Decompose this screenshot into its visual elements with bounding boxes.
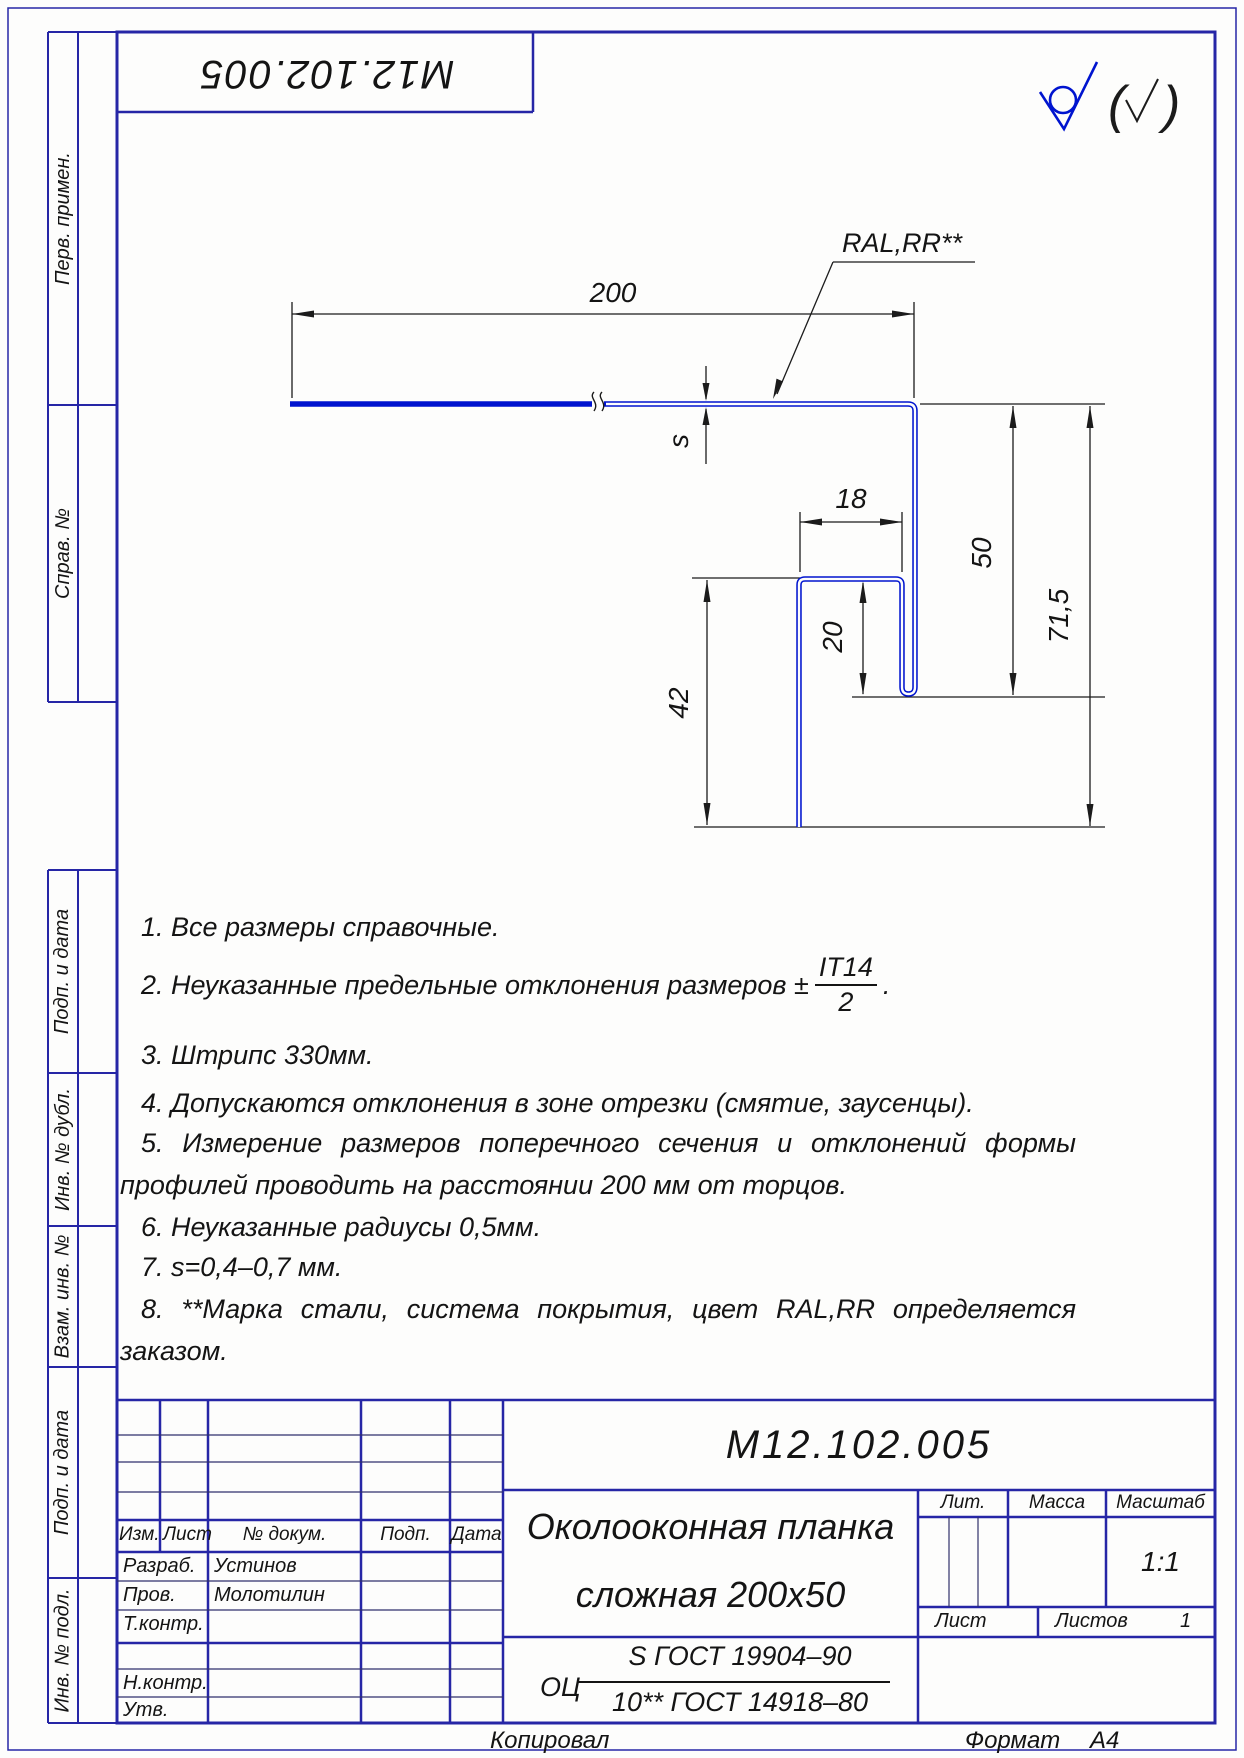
coating-label: RAL,RR** [841,228,963,258]
profile-outline [290,404,915,827]
sidebar-item-vzam-inv: Взам. инв. № [51,1234,74,1359]
tb-col-sign: Подп. [380,1524,431,1545]
tb-col-izm: Изм. [119,1524,160,1545]
tb-sheets-value: 1 [1180,1610,1192,1632]
profile-inner-gap [606,404,915,827]
dim-200: 200 [589,277,637,308]
note-5-line1: 5. Измерение размеров поперечного сечения и отклонений формы [141,1128,1076,1158]
note-2-suffix: . [882,969,891,1000]
tb-material-top: S ГОСТ 19904–90 [628,1641,852,1671]
dim-42: 42 [663,687,694,719]
sidebar-item-podp-data-2: Подп. и дата [51,1409,74,1536]
note-5-line2: профилей проводить на расстоянии 200 мм от торцов. [120,1170,847,1200]
note-8-line2: заказом. [120,1336,228,1366]
top-stamp [120,34,533,112]
footer-format-value: А4 [1090,1727,1120,1754]
tb-sheets-label: Листов [1055,1610,1128,1632]
sidebar-item-sprav-no: Справ. № [51,508,74,599]
tb-part-name-line2: сложная 200х50 [575,1574,846,1615]
sidebar-item-inv-dubl: Инв. № дубл. [51,1088,74,1211]
tb-scale-value: 1:1 [1141,1546,1180,1577]
note-8-line1: 8. **Марка стали, система покрытия, цвет RAL,RR определяется [141,1294,1076,1324]
tb-row-tcontrol: Т.контр. [123,1613,204,1635]
top-stamp-designation: М12.102.005 [198,51,455,96]
fraction-numerator: IT14 [815,952,877,986]
note-4: 4. Допускаются отклонения в зоне отрезки (смятие, заусенцы). [141,1088,974,1118]
footer-copied: Копировал [490,1727,610,1754]
tb-material-bottom: 10** ГОСТ 14918–80 [611,1687,869,1717]
sidebar-item-podp-data-1: Подп. и дата [51,908,74,1035]
note-2-fraction [815,952,877,1018]
tb-lit-label: Лит. [940,1492,986,1513]
note-2-text: 2. Неуказанные предельные отклонения размеров ± [141,969,809,1000]
paren-open: ( [1108,76,1126,134]
tb-sheet-label: Лист [935,1610,987,1632]
dim-20: 20 [817,621,848,653]
note-2 [141,952,890,1018]
dim-71-5: 71,5 [1043,588,1074,644]
tb-name-developed: Устинов [214,1555,297,1577]
tb-row-developed: Разраб. [123,1555,196,1577]
fraction-denominator: 2 [838,987,854,1017]
paren-close: ) [1163,76,1181,134]
tb-scale-label: Масштаб [1116,1492,1205,1513]
sidebar-item-inv-podl: Инв. № подл. [51,1588,74,1713]
note-3: 3. Штрипс 330мм. [141,1040,374,1070]
tb-material-prefix: ОЦ [540,1672,581,1702]
dim-18: 18 [835,483,867,514]
dim-s: s [663,434,694,448]
footer-format-label: Формат [965,1727,1061,1754]
tb-mass-label: Масса [1028,1492,1086,1513]
sidebar-item-perv-primen: Перв. примен. [51,152,74,285]
tb-designation: М12.102.005 [725,1422,993,1467]
note-6: 6. Неуказанные радиусы 0,5мм. [141,1212,542,1242]
tb-part-name-line1: Околооконная планка [526,1506,895,1547]
tb-name-checked: Молотилин [214,1584,325,1606]
tb-row-ncontrol: Н.контр. [123,1672,208,1694]
note-1: 1. Все размеры справочные. [141,912,500,942]
dim-50: 50 [966,537,997,569]
material-fraction-bar [578,1681,890,1683]
tb-row-approved: Утв. [123,1699,169,1721]
note-7: 7. s=0,4–0,7 мм. [141,1252,343,1282]
dimension-labels [589,228,1074,719]
tb-col-doc: № докум. [242,1524,327,1545]
tb-col-date: Дата [451,1524,502,1545]
tb-col-list: Лист [163,1524,212,1545]
surface-finish-icon [1040,62,1097,129]
tb-row-checked: Пров. [123,1584,176,1606]
surface-finish-note-icon [1108,76,1180,134]
